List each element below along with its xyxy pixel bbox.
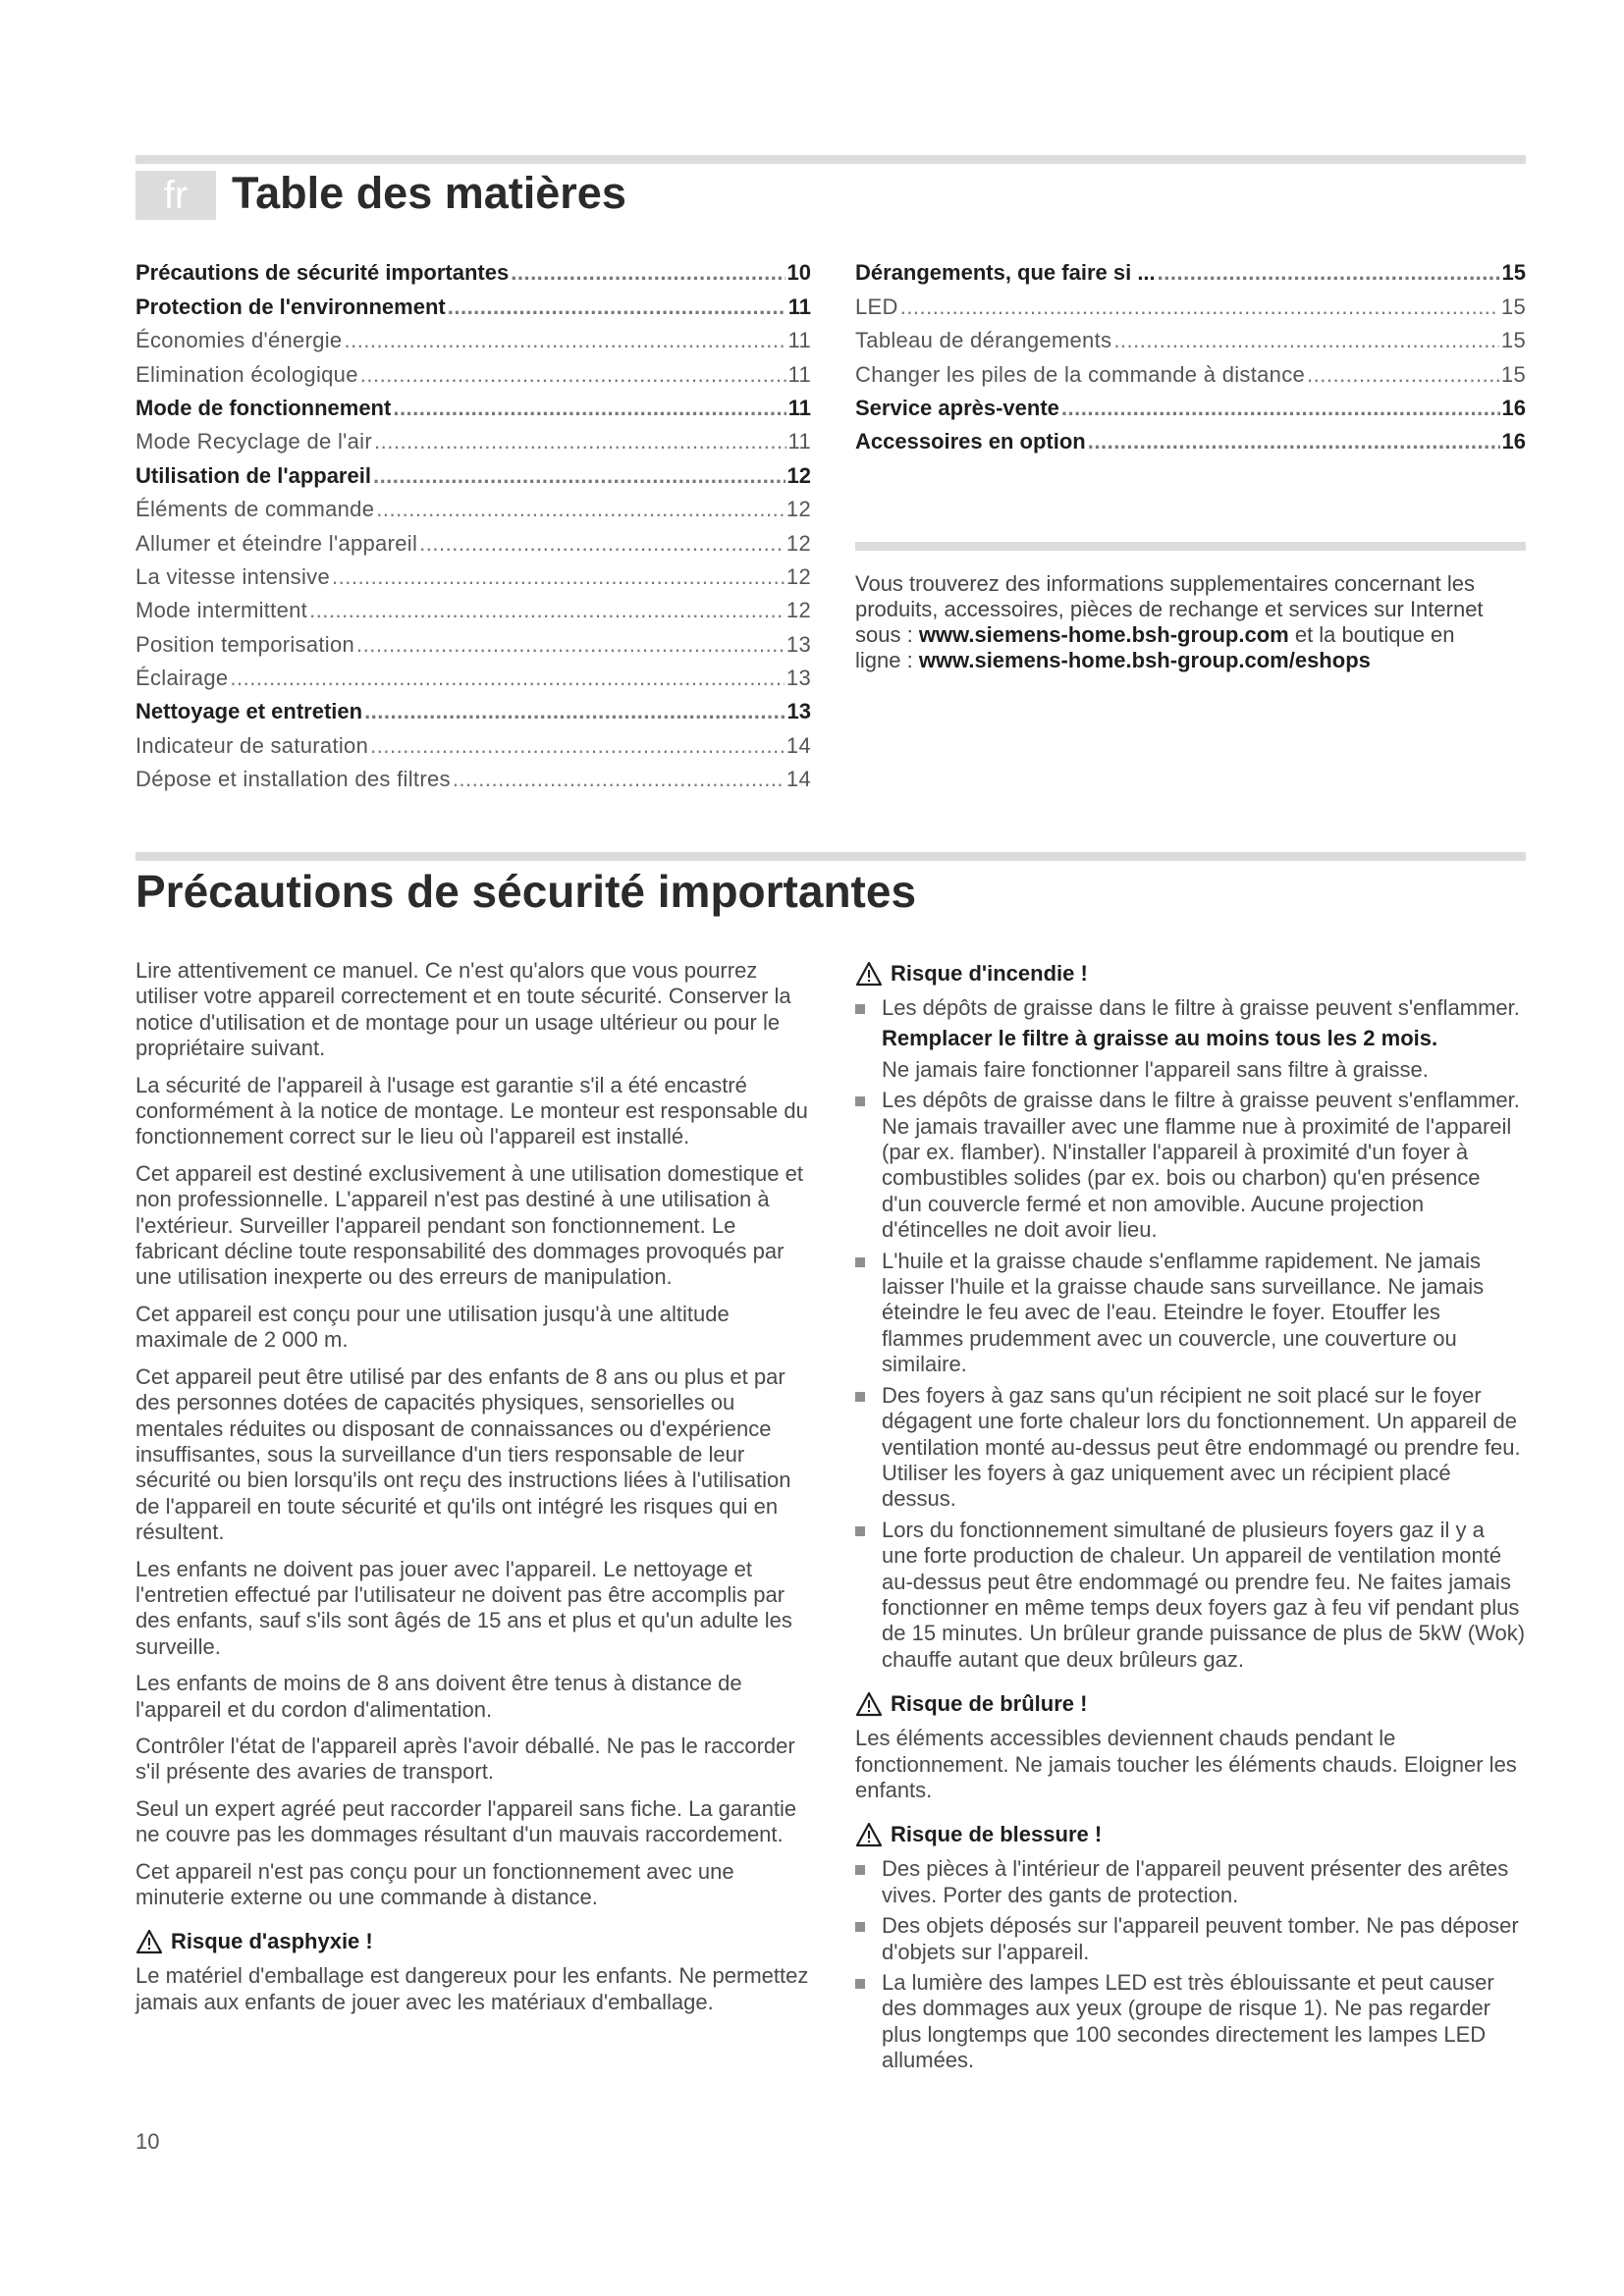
safety-paragraph-8: Contrôler l'état de l'appareil après l'avoir déballé. Ne pas le raccorder s'il présente des avaries de transport. xyxy=(135,1733,795,1785)
toc-leader-dots xyxy=(1088,428,1500,455)
toc-entry-label: Position temporisation xyxy=(135,631,355,657)
safety-paragraph-9: Seul un expert agréé peut raccorder l'appareil sans fiche. La garantie ne couvre pas les dommages résultant d'un mauvais raccordement. xyxy=(135,1795,797,1847)
info-paragraph xyxy=(855,571,1503,673)
toc-entry-page: 16 xyxy=(1501,429,1526,454)
toc-entry-page: 15 xyxy=(1500,328,1526,353)
toc-entry[interactable] xyxy=(135,422,811,455)
toc-entry[interactable] xyxy=(135,490,811,523)
burn-warning-heading xyxy=(855,1690,1526,1718)
toc-leader-dots xyxy=(364,698,785,725)
toc-entry-label: Dérangements, que faire si ... xyxy=(855,260,1156,286)
toc-entry[interactable] xyxy=(135,321,811,354)
safety-paragraph-5: Cet appareil peut être utilisé par des enfants de 8 ans ou plus et par des personnes dotées de capacités physiques, sensorielles ou mentales réduites ou disposant de connaissances ou d'expérience insuffisantes, sous la surveillance d'un tiers responsable de leur sécurité ou bien lorsqu'ils ont reçu des instructions liées à l'utilisation de l'appareil en toute sécurité et qu'ils ont intégré les risques qui en résultent. xyxy=(135,1363,791,1545)
toc-entry[interactable] xyxy=(135,558,811,591)
fire-bullet-4: Des foyers à gaz sans qu'un récipient ne soit placé sur le foyer dégagent une forte chaleur lors du fonctionnement. Un appareil de ventilation monté au-dessus peut être endommagé ou prendre feu. Utiliser les foyers à gaz uniquement avec un récipient placé dessus. xyxy=(855,1383,1526,1513)
warning-triangle-icon xyxy=(855,1822,883,1847)
toc-entry-page: 15 xyxy=(1500,294,1526,319)
toc-entry[interactable] xyxy=(135,725,811,759)
toc-entry-label: Protection de l'environnement xyxy=(135,294,446,319)
toc-entry-label: Tableau de dérangements xyxy=(855,328,1112,353)
injury-heading-text: Risque de blessure ! xyxy=(891,1822,1103,1847)
toc-entry-label: Changer les piles de la commande à distance xyxy=(855,361,1306,387)
burn-heading-text: Risque de brûlure ! xyxy=(891,1691,1088,1717)
toc-entry[interactable] xyxy=(135,389,811,422)
toc-entry-page: 15 xyxy=(1500,361,1526,387)
toc-entry-label: Allumer et éteindre l'appareil xyxy=(135,530,418,556)
toc-entry-page: 12 xyxy=(785,598,811,623)
toc-entry[interactable] xyxy=(135,591,811,624)
toc-entry[interactable] xyxy=(855,287,1526,320)
toc-left-column xyxy=(135,253,811,793)
toc-entry-page: 14 xyxy=(785,767,811,792)
toc-leader-dots xyxy=(393,395,785,422)
toc-entry-page: 11 xyxy=(787,294,811,319)
toc-entry-label: Mode intermittent xyxy=(135,598,308,623)
toc-entry-page: 11 xyxy=(787,328,811,353)
toc-entry-label: La vitesse intensive xyxy=(135,563,330,589)
toc-entry-label: Elimination écologique xyxy=(135,361,358,387)
eshop-link[interactable]: www.siemens-home.bsh-group.com/eshops xyxy=(918,648,1371,672)
toc-title: Table des matières xyxy=(232,168,626,218)
safety-right-column xyxy=(855,938,1526,2079)
page-number: 10 xyxy=(135,2129,160,2154)
toc-entry[interactable] xyxy=(135,253,811,287)
toc-entry[interactable] xyxy=(135,659,811,692)
toc-leader-dots xyxy=(356,631,785,659)
toc-entry[interactable] xyxy=(135,624,811,658)
toc-entry-page: 13 xyxy=(786,699,811,724)
toc-entry-label: Dépose et installation des filtres xyxy=(135,767,451,792)
toc-leader-dots xyxy=(1307,361,1499,389)
toc-entry-page: 13 xyxy=(785,666,811,691)
toc-entry-label: Mode Recyclage de l'air xyxy=(135,429,372,454)
toc-entry-label: Économies d'énergie xyxy=(135,328,343,353)
toc-entry[interactable] xyxy=(855,422,1526,455)
toc-entry-page: 16 xyxy=(1501,395,1526,420)
toc-entry[interactable] xyxy=(135,455,811,489)
toc-leader-dots xyxy=(230,665,785,692)
fire-bullet-3: L'huile et la graisse chaude s'enflamme rapidement. Ne jamais laisser l'huile et la graisse chaude sans surveillance. Ne jamais éteindre le feu avec de l'eau. Eteindre le foyer. Etouffer les flammes prudemment avec un couvercle, une couverture ou similaire. xyxy=(855,1249,1526,1378)
toc-entry-label: Nettoyage et entretien xyxy=(135,699,363,724)
safety-left-column xyxy=(135,958,811,2026)
toc-entry[interactable] xyxy=(135,523,811,557)
toc-entry[interactable] xyxy=(855,253,1526,287)
toc-entry-page: 11 xyxy=(787,395,811,420)
toc-entry[interactable] xyxy=(135,760,811,793)
toc-entry-label: Service après-vente xyxy=(855,395,1059,420)
toc-entry-page: 12 xyxy=(786,462,811,488)
toc-leader-dots xyxy=(370,732,785,760)
toc-entry-page: 11 xyxy=(787,361,811,387)
toc-leader-dots xyxy=(309,597,785,624)
toc-leader-dots xyxy=(376,496,785,523)
toc-entry-page: 15 xyxy=(1501,260,1526,286)
warning-triangle-icon xyxy=(855,961,883,987)
toc-entry-page: 12 xyxy=(785,530,811,556)
safety-paragraph-6: Les enfants ne doivent pas jouer avec l'appareil. Le nettoyage et l'entretien effectué par l'utilisateur ne doivent pas être accomplis par des enfants, sauf s'ils sont âgés de 15 ans et plus et qu'un adulte les surveille. xyxy=(135,1556,792,1659)
toc-entry[interactable] xyxy=(135,287,811,320)
toc-leader-dots xyxy=(344,327,785,354)
safety-paragraph-7: Les enfants de moins de 8 ans doivent être tenus à distance de l'appareil et du cordon d'alimentation. xyxy=(135,1671,742,1722)
toc-leader-dots xyxy=(453,766,785,793)
info-rule xyxy=(855,542,1526,551)
fire-bullet-1: Les dépôts de graisse dans le filtre à graisse peuvent s'enflammer. xyxy=(855,995,1526,1021)
toc-entry-label: Éléments de commande xyxy=(135,497,375,522)
toc-entry-page: 14 xyxy=(785,732,811,758)
toc-leader-dots xyxy=(419,530,785,558)
fire-heading-text: Risque d'incendie ! xyxy=(891,961,1088,986)
toc-entry[interactable] xyxy=(855,321,1526,354)
warning-triangle-icon xyxy=(855,1691,883,1717)
fire-bullet-1-note: Ne jamais faire fonctionner l'appareil sans filtre à graisse. xyxy=(882,1056,1429,1082)
toc-entry-page: 12 xyxy=(785,497,811,522)
info-text-1: Vous trouverez des informations supplementaires concernant les produits, accessoires, pièces de rechange et services sur Internet sous : xyxy=(855,571,1484,647)
info-text-2: et la boutique en ligne : xyxy=(855,622,1455,672)
toc-entry-page: 11 xyxy=(787,429,811,454)
asphyxia-heading-text: Risque d'asphyxie ! xyxy=(171,1929,373,1954)
asphyxia-text: Le matériel d'emballage est dangereux pour les enfants. Ne permettez jamais aux enfants de jouer avec les matériaux d'emballage. xyxy=(135,1963,809,2014)
toc-entry-label: Éclairage xyxy=(135,666,229,691)
toc-leader-dots xyxy=(511,259,785,287)
website-link[interactable]: www.siemens-home.bsh-group.com xyxy=(918,622,1289,647)
fire-bullet-1-bold: Remplacer le filtre à graisse au moins tous les 2 mois. xyxy=(882,1026,1438,1051)
safety-paragraph-2: La sécurité de l'appareil à l'usage est garantie s'il a été encastré conformément à la notice de montage. Le monteur est responsable du fonctionnement correct sur le lieu où l'appareil est installé. xyxy=(135,1072,808,1149)
toc-leader-dots xyxy=(373,462,785,490)
toc-leader-dots xyxy=(360,361,786,389)
fire-bullet-5: Lors du fonctionnement simultané de plusieurs foyers gaz il y a une forte production de chaleur. Un appareil de ventilation monté au-dessus peut être endommagé ou prendre feu. Ne faites jamais fonctionner en même temps deux foyers gaz à feu vif pendant plus de 15 minutes. Un brûleur grande puissance de plus de 5kW (Wok) chauffe autant que deux brûleurs gaz. xyxy=(855,1518,1526,1673)
injury-warning-heading xyxy=(855,1821,1526,1848)
safety-section-title: Précautions de sécurité importantes xyxy=(135,866,917,917)
language-tag: fr xyxy=(135,171,216,220)
toc-entry-label: Précautions de sécurité importantes xyxy=(135,260,510,286)
toc-leader-dots xyxy=(1113,327,1499,354)
toc-entry-label: Utilisation de l'appareil xyxy=(135,462,371,488)
toc-entry-page: 13 xyxy=(785,631,811,657)
fire-warning-heading xyxy=(855,960,1526,988)
safety-paragraph-4: Cet appareil est conçu pour une utilisation jusqu'à une altitude maximale de 2 000 m. xyxy=(135,1301,730,1353)
burn-text: Les éléments accessibles deviennent chauds pendant le fonctionnement. Ne jamais toucher les éléments chauds. Eloigner les enfants. xyxy=(855,1726,1517,1802)
toc-entry[interactable] xyxy=(855,354,1526,388)
toc-leader-dots xyxy=(1061,395,1500,422)
toc-right-column xyxy=(855,253,1526,455)
safety-paragraph-1: Lire attentivement ce manuel. Ce n'est qu'alors que vous pourrez utiliser votre appareil correctement et en toute sécurité. Conserver la notice d'utilisation et de montage pour un usage ultérieur ou pour le propriétaire suivant. xyxy=(135,958,791,1061)
toc-entry-label: Indicateur de saturation xyxy=(135,732,369,758)
fire-bullet-2: Les dépôts de graisse dans le filtre à graisse peuvent s'enflammer. Ne jamais travailler avec une flamme nue à proximité de l'appareil (par ex. flamber). N'installer l'appareil à proximité d'un foyer à combustibles solides (par ex. bois ou charbon) qu'en présence d'un couvercle fermé et non amovible. Aucune projection d'étincelles ne doit avoir lieu. xyxy=(855,1088,1526,1243)
injury-bullet-1: Des pièces à l'intérieur de l'appareil peuvent présenter des arêtes vives. Porter des gants de protection. xyxy=(855,1856,1526,1908)
toc-entry[interactable] xyxy=(135,354,811,388)
toc-entry-label: Accessoires en option xyxy=(855,429,1086,454)
toc-entry-page: 12 xyxy=(785,563,811,589)
injury-bullet-2: Des objets déposés sur l'appareil peuvent tomber. Ne pas déposer d'objets sur l'appareil. xyxy=(855,1913,1526,1965)
toc-entry[interactable] xyxy=(855,389,1526,422)
toc-leader-dots xyxy=(374,428,786,455)
toc-entry[interactable] xyxy=(135,692,811,725)
safety-paragraph-3: Cet appareil est destiné exclusivement à une utilisation domestique et non professionnelle. L'appareil n'est pas destiné à une utilisation à l'extérieur. Surveiller l'appareil pendant son fonctionnement. Le fabricant décline toute responsabilité des dommages provoqués par une utilisation inexperte ou des erreurs de manipulation. xyxy=(135,1160,803,1290)
warning-triangle-icon xyxy=(135,1929,163,1954)
toc-leader-dots xyxy=(1158,259,1500,287)
toc-leader-dots xyxy=(448,294,786,321)
toc-entry-page: 10 xyxy=(786,260,811,286)
asphyxia-warning-heading xyxy=(135,1928,811,1955)
toc-entry-label: LED xyxy=(855,294,898,319)
toc-entry-label: Mode de fonctionnement xyxy=(135,395,392,420)
injury-bullet-3: La lumière des lampes LED est très éblouissante et peut causer des dommages aux yeux (groupe de risque 1). Ne pas regarder plus longtemps que 100 secondes directement les lampes LED allumées. xyxy=(855,1970,1526,2074)
toc-leader-dots xyxy=(900,294,1499,321)
safety-paragraph-10: Cet appareil n'est pas conçu pour un fonctionnement avec une minuterie externe ou une commande à distance. xyxy=(135,1858,734,1909)
toc-leader-dots xyxy=(332,563,785,591)
